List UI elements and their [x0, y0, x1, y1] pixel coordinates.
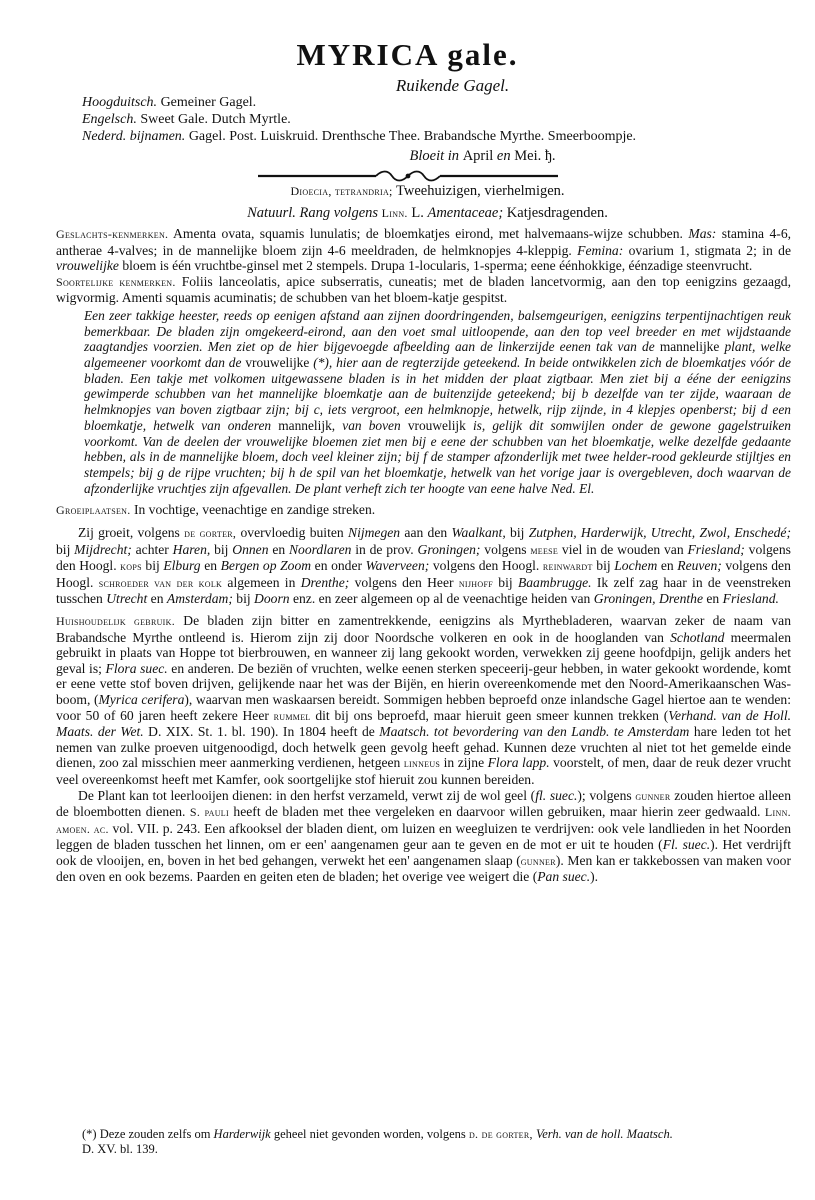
author-name: S. pauli: [189, 805, 229, 820]
text-run: volgens den Hoogl.: [56, 558, 791, 590]
species-name: Myrica cerifera: [98, 691, 185, 707]
text-run: bij: [236, 591, 251, 607]
text-run: stamina 4-6, antherae 4-valves; in de mannelijke bloem zijn 4-6 meeldraden, de helmknopjes 4-kleppig.: [56, 226, 792, 258]
text-run: en anderen. De beziën of vruchten, welke eenen sterken speceerij-geur hebben, in water gekookt wordende, komt er eene vette stof boven drijven, gelijkende naar het was der Bijën, en hierin overeenkomende met den Noord-Amerikaanschen Was-boom, (: [56, 660, 791, 707]
bloom-conj: en: [496, 148, 511, 164]
order-family: Amentaceae;: [427, 205, 504, 221]
place-name: Lochem: [614, 558, 658, 574]
text-run: in de prov.: [355, 541, 414, 557]
text-run: ).: [590, 869, 599, 885]
text-run: Een zeer takkige heester, reeds op eenigen afstand aan zijnen doordringenden, balsemgeurigen, eenigzins terpentijnachtigen reuk bemerkbaar. De bladen zijn omgekeerd-eirond, aan den voet smal uitloopende, aan den top veel breeder en met wijdstaande zaagtandjes voorzien. Men ziet op de hier bijgevoegde afbeelding aan de linkerzijde eenen tak van de: [84, 307, 791, 355]
place-name: Harderwijk: [213, 1127, 271, 1141]
text-run: mannelijk,: [278, 417, 336, 433]
text-run: ovarium 1, stigmata 2; in de: [628, 242, 791, 258]
ornamental-divider: [258, 170, 558, 182]
author-name: meese: [530, 542, 559, 557]
text-run: bij: [56, 541, 71, 557]
section-label: Groeiplaatsen.: [56, 503, 131, 518]
plant-uses: [56, 788, 791, 886]
species-characters: [56, 274, 791, 306]
text-run: achter: [135, 541, 169, 557]
text-run: bloem is één vruchtbe-ginsel met 2 stempels. Drupa 1-locularis, 1-sperma; eene éénhokkige, éénzadige steenvrucht.: [122, 258, 753, 274]
author-name: reinwardt: [542, 559, 593, 574]
author-name: nijhoff: [458, 575, 493, 590]
author-name: schroeder van der kolk: [98, 575, 223, 590]
name-value: Sweet Gale. Dutch Myrtle.: [140, 112, 291, 127]
text-run: Amenta ovata, squamis lunulatis; de bloemkatjes eirond, met halvemaans-wijze schubben.: [173, 226, 683, 241]
place-name: Elburg: [163, 558, 201, 574]
name-label: Engelsch.: [82, 112, 137, 127]
text-run: dit bij ons beproefd, maar hieruit geen smeer kunnen trekken (: [315, 707, 669, 723]
citation: Flora suec.: [105, 660, 168, 676]
citation: Verh. van de holl. Maatsch.: [535, 1127, 673, 1141]
place-name: Schotland: [670, 629, 725, 645]
footnote: [82, 1127, 794, 1157]
text-run: overvloedig buiten: [240, 525, 344, 540]
household-use: [56, 613, 791, 788]
citation: Pan suec.: [537, 869, 591, 885]
author-name: de gorter,: [184, 526, 237, 540]
natural-order: [0, 205, 815, 222]
text-run: volgens den Hoogl.: [56, 541, 791, 574]
text-run: ). Men kan er takkebossen van maken voor den oven en ook bezems. Paarden en geiten eten de bladen; het overige vee weigert die (: [56, 852, 791, 885]
footnote-mark: (*): [82, 1127, 97, 1141]
text-run: aan den: [404, 525, 448, 540]
citation: Fl. suec.: [662, 837, 711, 853]
citation: Flora lapp.: [487, 755, 550, 771]
place-name: Groningen, Drenthe: [593, 591, 703, 607]
class-name: Dioecia, tetrandria;: [290, 184, 393, 198]
citation: fl. suec.: [535, 787, 578, 803]
text-run: heeft de bladen met thee vergeleken en daarvoor willen gebruiken, maar hierin zeer gedwaald.: [233, 804, 761, 820]
text-run: en: [660, 558, 674, 574]
text-run: ); volgens: [577, 787, 632, 803]
author-name: Linn.: [381, 206, 408, 220]
citation: Linn. amoen. ac.: [56, 805, 791, 836]
name-value: Gemeiner Gagel.: [160, 95, 257, 110]
text-run: hare leden tot het nemen van zulke proeven uitgenoodigd, doch hetwelk geen gevolg heeft gehad. Kunnen deze vruchten al niet tot het gemelde einde dienen, zoo zal misschien meer aanmerking verdienen, hetgeen: [56, 724, 791, 771]
place-name: Baambrugge.: [517, 574, 592, 590]
page-subtitle: Ruikende Gagel.: [395, 76, 510, 95]
citation: Verhand. van de Holl. Maats. der Wet.: [56, 707, 792, 740]
shrub-symbol: ђ.: [544, 148, 556, 164]
name-label: Nederd. bijnamen.: [82, 129, 186, 144]
citation: Maatsch. tot bevordering van den Landb. te Amsterdam: [379, 724, 690, 740]
place-name: Nijmegen: [348, 525, 401, 540]
place-name: Waverveen;: [365, 558, 430, 574]
name-row-english: [82, 111, 782, 128]
text-run: viel in de wouden van: [561, 541, 684, 557]
term-mas: Mas:: [688, 226, 717, 241]
bloom-month: Mei.: [514, 148, 542, 164]
text-run: voorstelt, of men, daar de reuk dezer vrucht veel overeenkomst heeft met Kamfer, ook soortgelijke stof hieruit zou kunnen bereiden.: [56, 755, 792, 787]
text-run: en: [150, 591, 164, 607]
place-name: Doorn: [254, 591, 290, 607]
author-name: gunner: [520, 853, 556, 868]
place-name: Drenthe;: [300, 574, 350, 590]
text-run: ), waarvan men waskaarsen bereidt. Sommigen hebben beproefd onze inlandsche Gagel hiertoe aan te wenden: voor 50 of 60 jaren heeft zekere Heer: [56, 691, 791, 723]
text-run: en: [272, 541, 286, 557]
text-run: van boven: [342, 417, 401, 433]
text-run: Deze zouden zelfs om: [99, 1127, 211, 1141]
text-run: volgens: [484, 541, 527, 557]
bloom-line: [0, 148, 815, 165]
text-run: ). Het verdrijft ook de vlooijen, en, boven in het bed gehangen, verwekt het een' aangenamen slaap (: [56, 837, 792, 868]
text-run: D. XIX. St. 1. bl. 190). In 1804 heeft de: [148, 724, 375, 740]
genus-characters: [56, 226, 791, 274]
text-run: en: [706, 591, 720, 607]
place-name: Zutphen, Harderwijk, Utrecht, Zwol, Enschedé;: [528, 525, 791, 540]
order-initial: L.: [411, 205, 424, 221]
section-label: Huishoudelijk gebruik.: [56, 613, 176, 628]
class-translation: Tweehuizigen, vierhelmigen.: [396, 183, 565, 199]
text-run: De Plant kan tot leerlooijen dienen: in den herfst verzameld, verwt zij de wol geel (: [78, 787, 536, 803]
place-name: Waalkant,: [451, 525, 506, 540]
text-run: bij: [145, 558, 160, 574]
text-run: bij: [214, 541, 229, 557]
place-name: Groningen;: [417, 541, 481, 557]
page-title: MYRICA gale.: [296, 37, 519, 72]
author-name: kops: [120, 559, 142, 574]
name-label: Hoogduitsch.: [82, 95, 158, 110]
text-run: Ik zelf zag haar in de veenstreken tusschen: [56, 574, 791, 607]
text-run: en onder: [314, 558, 363, 574]
section-label: Geslachts-kenmerken.: [56, 227, 169, 241]
text-run: in zijne: [443, 755, 485, 771]
text-run: zouden hiertoe alleen de bloembotten dienen.: [56, 787, 791, 820]
term-femina: Femina:: [577, 242, 624, 258]
place-name: Amsterdam;: [166, 591, 233, 607]
name-row-german: [82, 94, 782, 111]
text-run: vol. VII. p. 243. Een afkooksel der bladen dient, om luizen en weegluizen te verdrijven: ook vele landlieden in het Noorden leggen de bladen tusschen het linnen, om er een' aangenamen geur aan te geven en de mot er uit te houden (: [56, 820, 792, 853]
text-run: Zij groeit, volgens: [78, 525, 180, 540]
text-run: plant, welke algemeener voorkomt dan de: [84, 339, 791, 371]
text-run: geheel niet gevonden worden, volgens: [273, 1127, 466, 1141]
text-run: Foliis lanceolatis, apice subserratis, cuneatis; met de bladen lancetvormig, aan den top eenigzins gezaagd, wigvormig. Amenti squamis acuminatis; de schubben van het bloem-katje gespitst.: [56, 273, 791, 306]
place-name: Onnen: [232, 541, 269, 557]
place-name: Mijdrecht;: [74, 541, 132, 557]
localities: [56, 525, 791, 607]
place-name: Noordlaren: [288, 541, 352, 557]
text-run: mannelijke: [659, 339, 720, 355]
vernacular-names: [82, 94, 782, 145]
text-run: (*), hier aan de regterzijde geteekend. In beide ontwikkelen zich de bloemkatjes vóór de bladen. Een takje met volkomen uitgewassene bladen is in het midden der plaat zigtbaar. Men ziet bij a ééne der eenigzins gewimperde schubben van het mannelijke bloemkatje aan de buitenzijde geteekend; bij b dezelfde van ter zijde, waaraan de helmknopjes van boven zigtbaar zijn; bij c, iets vergroot, een helmknopje, hetwelk, rijp zijnde, in 4 klepjes openberst; bij d een bloemkatje, hetwelk van onderen: [84, 355, 791, 433]
text-run: en: [204, 558, 218, 574]
text-run: De bladen zijn bitter en zamentrekkende, eenigzins als Myrthebladeren, waarvan zeker de naam van Brabandsche Myrthe ontleend is. Hierom zijn zij door Noordsche volkeren en ook in de hooglanden van: [56, 612, 792, 645]
main-text: [56, 226, 791, 885]
text-run: algemeen in: [227, 574, 296, 590]
text-run: volgens den Heer: [354, 574, 454, 590]
place-name: Reuven;: [677, 558, 722, 574]
text-italic: vrouwelijke: [56, 258, 119, 274]
bloom-month: April: [462, 148, 494, 164]
place-name: Friesland;: [687, 541, 745, 557]
text-run: volgens den Hoogl.: [432, 558, 540, 574]
text-run: In vochtige, veenachtige en zandige streken.: [133, 502, 376, 518]
text-run: enz. en zeer algemeen op al de veenachtige heiden van: [292, 591, 591, 607]
name-value: Gagel. Post. Luiskruid. Drenthsche Thee. Brabandsche Myrthe. Smeerboompje.: [188, 129, 637, 144]
text-run: vrouwelijke: [245, 355, 310, 371]
place-name: Friesland.: [722, 591, 779, 607]
bloom-label: Bloeit in: [409, 148, 460, 164]
text-run: bij: [596, 558, 611, 574]
author-name: gunner: [635, 788, 671, 803]
text-run: is, gelijk dit somwijlen onder de gewone gagelstruiken voorkomt. Van de deelen der vrouwelijke bloemen ziet men bij e eene der schubben van het bloemkatje, welke dezelfde gedaante hebben, als in de mannelijke bloem, doch veel kleiner zijn; bij f de stamper afzonderlijk met twee helder-rood gekleurde stijltjes en stempels; bij g de rijpe vruchten; bij h de spil van het bloemkatje, hetwelk van het vorige jaar is overgebleven, doch waarvan de afzonderlijke vruchtjes zijn afgevallen. De plant verheft zich ter hoogte van eene halve Ned. El.: [84, 417, 791, 496]
place-name: Bergen op Zoom: [220, 558, 312, 574]
text-run: meermalen gebruikt in plaats van Hoppe tot bierbrouwen, en wanneer zij lang gekookt worden, verwekken zij geene hoofdpijn, gelijk anders het geval is;: [56, 629, 792, 676]
author-name: linneus: [403, 756, 441, 771]
name-row-dutch: [82, 128, 782, 145]
order-translation: Katjesdragenden.: [506, 205, 608, 221]
order-label: Natuurl. Rang volgens: [247, 205, 379, 221]
author-name: d. de gorter,: [468, 1127, 533, 1141]
section-label: Soortelijke kenmerken.: [56, 274, 176, 289]
place-name: Utrecht: [106, 591, 148, 607]
text-run: D. XV. bl. 139.: [82, 1142, 158, 1156]
plant-description: [56, 308, 791, 496]
linnaean-class: [0, 183, 815, 200]
place-name: Haren,: [172, 541, 211, 557]
text-run: bij: [498, 574, 513, 590]
text-run: vrouwelijk: [407, 417, 466, 433]
habitat: [56, 502, 791, 519]
text-run: bij: [510, 525, 525, 540]
author-name: rummel: [273, 708, 311, 723]
